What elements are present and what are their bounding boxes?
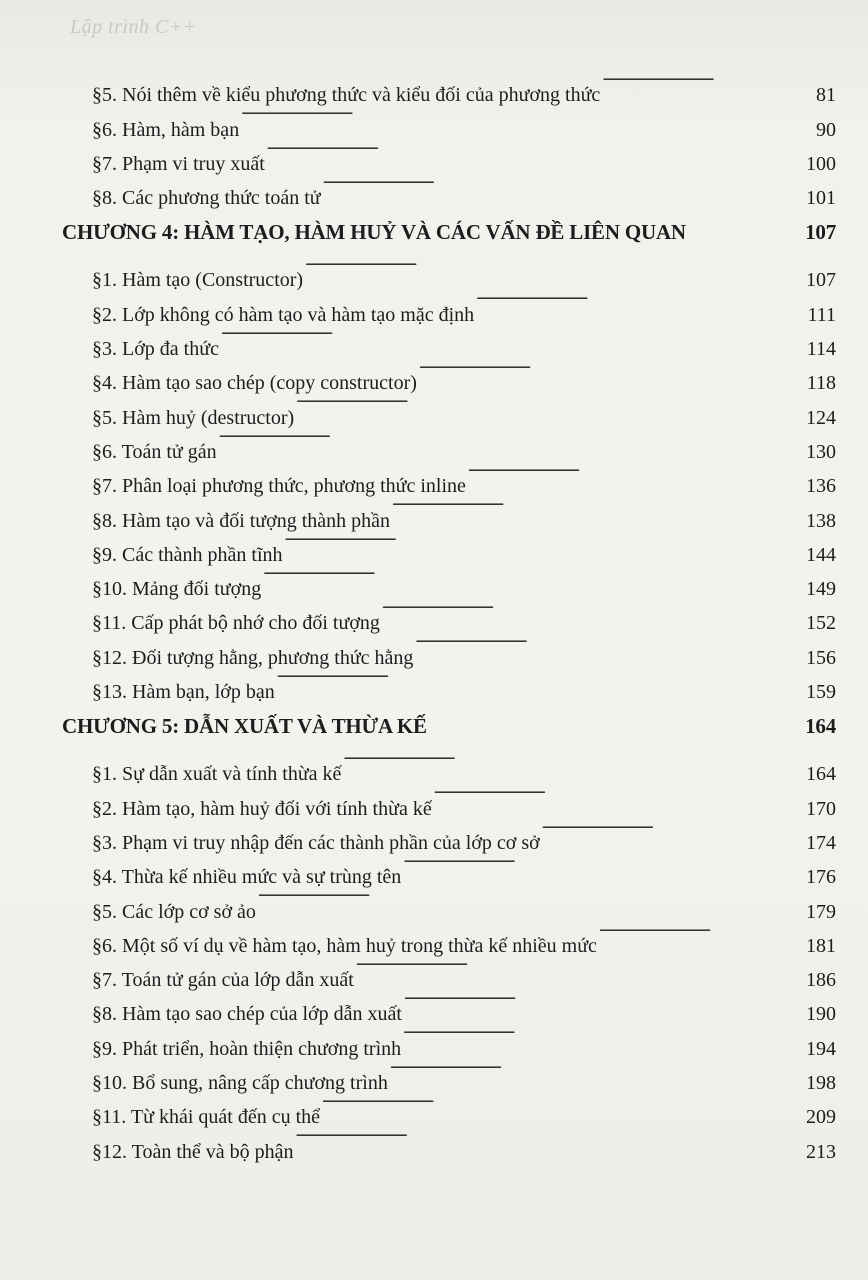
toc-page-number: 213 xyxy=(806,1140,836,1163)
toc-page-number: 107 xyxy=(806,269,836,292)
dot-leader xyxy=(296,1123,804,1157)
running-header: Lập trình C++ xyxy=(70,16,197,38)
toc-page-number: 124 xyxy=(806,406,836,429)
dot-leader xyxy=(602,67,814,101)
dot-leader xyxy=(390,1055,804,1089)
toc-entry-title: §10. Bổ sung, nâng cấp chương trình xyxy=(92,1072,388,1095)
toc-entry-title: §2. Hàm tạo, hàm huỷ đối với tính thừa kế xyxy=(92,797,432,820)
toc-entry-title: §5. Các lớp cơ sở ảo xyxy=(92,900,256,923)
dot-leader xyxy=(305,252,804,286)
toc-page-number: 156 xyxy=(806,646,836,669)
table-of-contents xyxy=(62,67,836,1163)
toc-entry-title: §9. Phát triển, hoàn thiện chương trình xyxy=(92,1037,402,1060)
toc-entry-title: §3. Phạm vi truy nhập đến các thành phần của lớp cơ sở xyxy=(92,831,540,854)
chapter-heading xyxy=(62,706,836,746)
dot-leader xyxy=(419,355,805,389)
toc-entry-title: §5. Hàm huỷ (destructor) xyxy=(92,406,295,429)
dot-leader xyxy=(599,918,804,952)
toc-entry-title: §7. Phạm vi truy xuất xyxy=(92,152,265,175)
toc-page-number: 159 xyxy=(806,681,836,704)
toc-entry-title: §4. Thừa kế nhiều mức và sự trùng tên xyxy=(92,866,402,889)
toc-entry-title: §8. Hàm tạo sao chép của lớp dẫn xuất xyxy=(92,1003,402,1026)
toc-page-number: 174 xyxy=(806,831,836,854)
toc-entry-title: §2. Lớp không có hàm tạo và hàm tạo mặc định xyxy=(92,303,475,326)
dot-leader xyxy=(392,492,804,526)
toc-entry xyxy=(62,746,836,786)
dot-leader xyxy=(258,883,804,917)
toc-page-number: 114 xyxy=(806,338,836,361)
dot-leader xyxy=(476,286,805,320)
toc-page-number: 101 xyxy=(806,187,836,210)
dot-leader xyxy=(285,527,804,561)
dot-leader xyxy=(277,664,804,698)
toc-page-number: 176 xyxy=(806,866,836,889)
toc-page-number: 190 xyxy=(806,1003,836,1026)
toc-page-number: 136 xyxy=(806,475,836,498)
toc-entry-title: §11. Từ khái quát đến cụ thể xyxy=(92,1106,321,1129)
dot-leader xyxy=(356,952,804,986)
dot-leader xyxy=(241,101,814,135)
dot-leader xyxy=(434,780,804,814)
toc-entry-title: §7. Toán tử gán của lớp dẫn xuất xyxy=(92,969,354,992)
toc-entry-title: §10. Mảng đối tượng xyxy=(92,578,262,601)
toc-entry-title: §7. Phân loại phương thức, phương thức inline xyxy=(92,475,466,498)
chapter-title: CHƯƠNG 5: DẪN XUẤT VÀ THỪA KẾ xyxy=(62,714,427,739)
toc-page-number: 194 xyxy=(806,1037,836,1060)
dot-leader xyxy=(403,1020,804,1054)
toc-page-number: 100 xyxy=(806,152,836,175)
toc-entry-title: §6. Toán tử gán xyxy=(92,440,217,463)
toc-page-number: 118 xyxy=(806,372,836,395)
toc-entry-title: §13. Hàm bạn, lớp bạn xyxy=(92,681,275,704)
toc-entry-title: §3. Lớp đa thức xyxy=(92,338,219,361)
toc-page-number: 181 xyxy=(806,934,836,957)
toc-entry-title: §5. Nói thêm về kiểu phương thức và kiểu đối của phương thức xyxy=(92,84,601,107)
dot-leader xyxy=(382,595,804,629)
toc-entry-title: §6. Một số ví dụ về hàm tạo, hàm huỷ trong thừa kế nhiều mức xyxy=(92,934,597,957)
dot-leader xyxy=(323,170,804,204)
dot-leader xyxy=(219,424,804,458)
toc-page-number: 179 xyxy=(806,900,836,923)
toc-entry-title: §9. Các thành phần tĩnh xyxy=(92,543,283,566)
toc-entry-title: §6. Hàm, hàm bạn xyxy=(92,118,240,141)
toc-page-number: 90 xyxy=(816,118,836,141)
dot-leader xyxy=(221,321,805,355)
toc-entry-title: §11. Cấp phát bộ nhớ cho đối tượng xyxy=(92,612,380,635)
toc-entry-title: §12. Đối tượng hằng, phương thức hằng xyxy=(92,646,414,669)
toc-page-number: 152 xyxy=(806,612,836,635)
toc-page-number: 209 xyxy=(806,1106,836,1129)
toc-page-number: 149 xyxy=(806,578,836,601)
toc-page-number: 130 xyxy=(806,440,836,463)
dot-leader xyxy=(267,136,804,170)
toc-page-number: 144 xyxy=(806,543,836,566)
toc-page-number: 164 xyxy=(806,763,836,786)
toc-page-number: 198 xyxy=(806,1072,836,1095)
dot-leader xyxy=(542,815,804,849)
chapter-heading xyxy=(62,212,836,252)
toc-page-number: 81 xyxy=(816,84,836,107)
toc-page-number: 111 xyxy=(807,303,836,326)
chapter-page-number: 164 xyxy=(805,714,836,739)
toc-entry-title: §8. Các phương thức toán tử xyxy=(92,187,321,210)
chapter-title: CHƯƠNG 4: HÀM TẠO, HÀM HUỶ VÀ CÁC VẤN ĐỀ LIÊN QUAN xyxy=(62,220,686,245)
dot-leader xyxy=(343,746,804,780)
dot-leader xyxy=(468,458,804,492)
toc-entry xyxy=(62,67,836,107)
toc-entry-title: §1. Sự dẫn xuất và tính thừa kế xyxy=(92,763,342,786)
dot-leader xyxy=(404,986,804,1020)
toc-page-number: 138 xyxy=(806,509,836,532)
dot-leader xyxy=(263,561,804,595)
toc-page-number: 186 xyxy=(806,969,836,992)
dot-leader xyxy=(296,389,804,423)
toc-page-number: 170 xyxy=(806,797,836,820)
toc-entry-title: §12. Toàn thể và bộ phận xyxy=(92,1140,294,1163)
dot-leader xyxy=(403,849,804,883)
toc-entry-title: §4. Hàm tạo sao chép (copy constructor) xyxy=(92,372,417,395)
toc-entry-title: §8. Hàm tạo và đối tượng thành phần xyxy=(92,509,391,532)
dot-leader xyxy=(322,1089,804,1123)
chapter-page-number: 107 xyxy=(805,220,836,245)
toc-entry-title: §1. Hàm tạo (Constructor) xyxy=(92,269,304,292)
dot-leader xyxy=(415,629,804,663)
toc-entry xyxy=(62,252,836,292)
